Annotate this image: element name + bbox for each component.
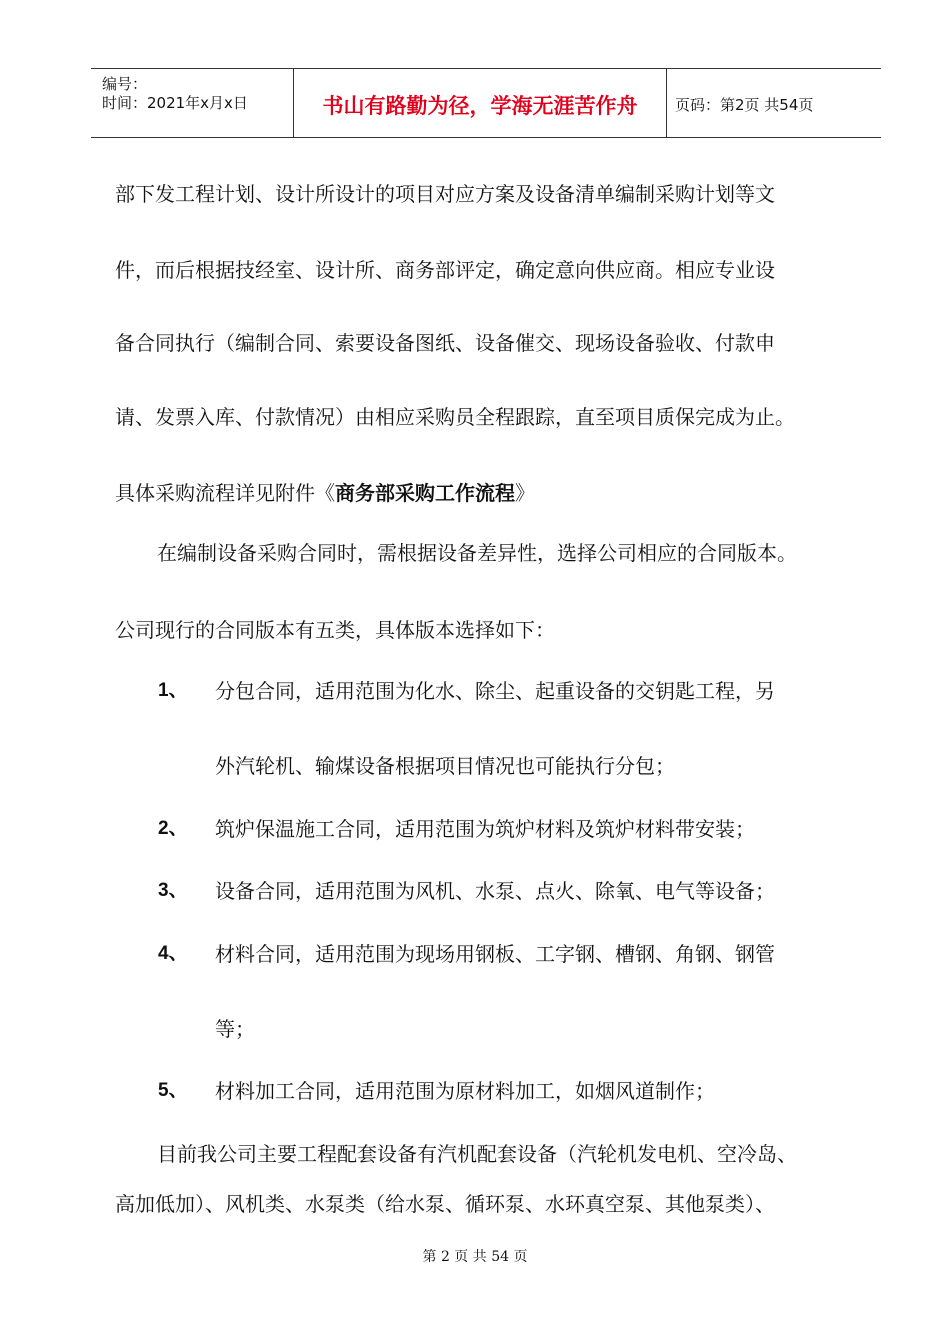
page-footer: 第 2 页 共 54 页 bbox=[422, 1249, 528, 1265]
paragraph-line: 高加低加）、风机类、水泵类（给水泵、循环泵、水环真空泵、其他泵类）、 bbox=[115, 1192, 775, 1216]
page-header bbox=[91, 68, 881, 138]
list-item-number: 5、 bbox=[158, 1080, 188, 1101]
list-item-number: 4、 bbox=[158, 943, 188, 964]
paragraph-line bbox=[115, 481, 535, 505]
document-number-label: 编号： bbox=[102, 75, 148, 93]
header-motto-cell bbox=[293, 69, 667, 137]
header-right-cell bbox=[666, 69, 881, 137]
referenced-document-title: 商务部采购工作流程 bbox=[335, 481, 515, 505]
motto-text: 书山有路勤为径，学海无涯苦作舟 bbox=[322, 94, 638, 118]
list-item-text: 分包合同，适用范围为化水、除尘、起重设备的交钥匙工程，另 bbox=[215, 679, 775, 703]
document-time-label: 时间：2021年x月x日 bbox=[102, 94, 248, 112]
paragraph-line: 在编制设备采购合同时，需根据设备差异性，选择公司相应的合同版本。 bbox=[157, 541, 797, 565]
header-left-cell bbox=[91, 69, 293, 137]
reference-suffix: 》 bbox=[515, 481, 535, 505]
list-item-text: 外汽轮机、输煤设备根据项目情况也可能执行分包； bbox=[215, 754, 675, 778]
list-item-number: 2、 bbox=[158, 818, 188, 839]
paragraph-line: 目前我公司主要工程配套设备有汽机配套设备（汽轮机发电机、空冷岛、 bbox=[157, 1142, 797, 1166]
list-item-number: 3、 bbox=[158, 880, 188, 901]
paragraph-line: 公司现行的合同版本有五类，具体版本选择如下： bbox=[115, 618, 555, 642]
list-item-text: 材料加工合同，适用范围为原材料加工，如烟风道制作； bbox=[215, 1079, 715, 1103]
paragraph-line: 备合同执行（编制合同、索要设备图纸、设备催交、现场设备验收、付款申 bbox=[115, 331, 775, 355]
list-item-text: 设备合同，适用范围为风机、水泵、点火、除氧、电气等设备； bbox=[215, 879, 775, 903]
paragraph-line: 部下发工程计划、设计所设计的项目对应方案及设备清单编制采购计划等文 bbox=[115, 182, 775, 206]
list-item-text: 筑炉保温施工合同，适用范围为筑炉材料及筑炉材料带安装； bbox=[215, 817, 755, 841]
paragraph-line: 请、发票入库、付款情况）由相应采购员全程跟踪，直至项目质保完成为止。 bbox=[115, 405, 795, 429]
page-number-label: 页码：第2页 共54页 bbox=[675, 96, 814, 114]
list-item-text: 材料合同，适用范围为现场用钢板、工字钢、槽钢、角钢、钢管 bbox=[215, 942, 775, 966]
reference-prefix: 具体采购流程详见附件《 bbox=[115, 481, 335, 505]
list-item-number: 1、 bbox=[158, 680, 188, 701]
paragraph-line: 件，而后根据技经室、设计所、商务部评定，确定意向供应商。相应专业设 bbox=[115, 258, 775, 282]
list-item-text: 等； bbox=[215, 1017, 255, 1041]
